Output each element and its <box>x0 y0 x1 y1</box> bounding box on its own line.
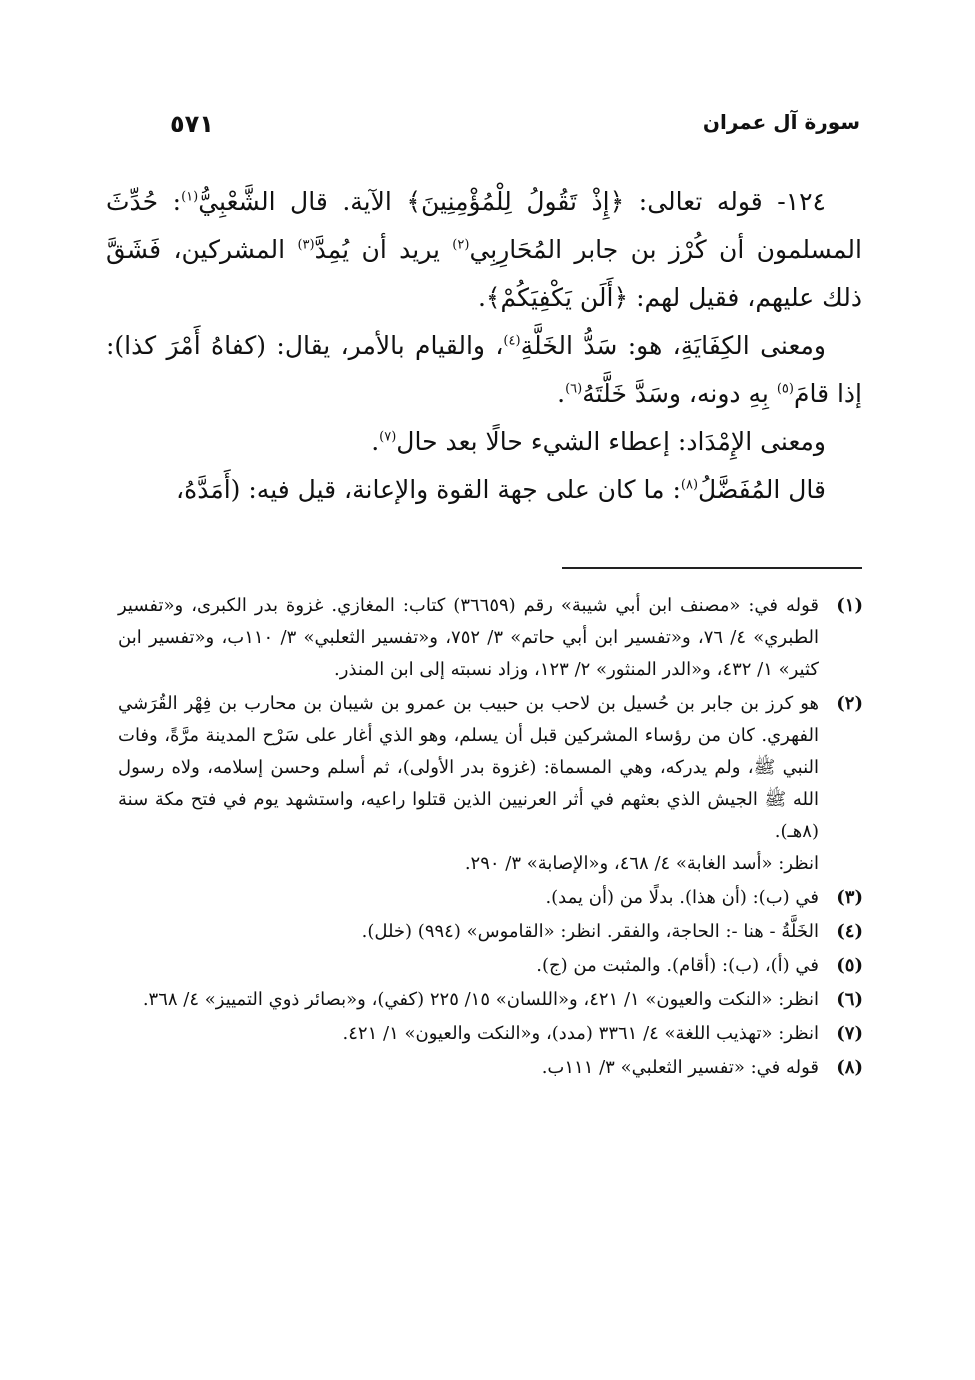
text-segment: . <box>371 427 380 456</box>
text-segment: ، والقيام بالأمر، يقال: (كفاهُ أَمْرَ كذا): إذا قامَ <box>106 331 862 408</box>
footnote-text: انظر: «النكت والعيون» ١/ ٤٢١، و«اللسان» ١٥/ ٢٢٥ (كفي)، و«بصائر ذوي التمييز» ٤/ ٣٦٨. <box>142 989 819 1010</box>
footnote-text: هو كرز بن جابر بن حُسيل بن لاحب بن حبيب بن عمرو بن شيبان بن محارب بن فِهْر القُرَشي الفهري. كان من رؤساء المشركين قبل أن يسلم، وهو الذي أغار على سَرْح المدينة مرَّةً، وفات النبي ﷺ، ولم يدركه، وهي المسماة: (غزوة بدر الأولى)، ثم أسلم وحسن إسلامه، ولاه رسول الله ﷺ الجيش الذي بعثهم في أثر العرنيين الذين قتلوا راعيه، واستشهد يوم في فتح مكة سنة (٨هـ). <box>118 693 819 842</box>
text-segment: يريد أن يُمِدَّ <box>314 235 453 264</box>
footnotes <box>118 590 863 1086</box>
text-segment: المشركين، فَشَقَّ ذلك عليهم، فقيل لهم: ﴿أَلَن يَكْفِيَكُمْ﴾. <box>106 235 862 312</box>
footnote <box>118 1052 863 1084</box>
main-text <box>106 178 862 514</box>
footnote <box>118 1018 863 1050</box>
paragraph <box>106 418 862 466</box>
footnote-number: (٥) <box>836 955 863 976</box>
footnote <box>118 916 863 948</box>
surah-title: سورة آل عمران <box>702 110 860 134</box>
footnote-ref: (٥) <box>776 381 794 397</box>
footnote-ref: (٤) <box>503 333 521 349</box>
footnote-text: في (ب): (أن هذا). بدلًا من (أن يمد). <box>545 887 819 908</box>
footnote-text: انظر: «أسد الغابة» ٤/ ٤٦٨، و«الإصابة» ٣/ ٢٩٠. <box>464 853 819 874</box>
footnote-ref: (١) <box>181 189 199 205</box>
text-segment: بِهِ دونه، وسَدَّ خَلَّتَهُ <box>582 379 777 408</box>
footnote <box>118 882 863 914</box>
footnote <box>118 950 863 982</box>
footnote-text: قوله في: «تفسير الثعلبي» ٣/ ١١١ب. <box>541 1057 819 1078</box>
page-header <box>170 110 860 150</box>
text-segment: ومعنى الكِفَايَةِ، هو: سَدُّ الخَلَّةِ <box>520 331 826 360</box>
footnote-text: في (أ)، (ب): (أقام). والمثبت من (ج). <box>536 955 819 976</box>
footnote-number: (٨) <box>836 1057 863 1078</box>
footnote-text: قوله في: «مصنف ابن أبي شيبة» رقم (٣٦٦٥٩) كتاب: المغازي. غزوة بدر الكبرى، و«تفسير الطبري» ٤/ ٧٦، و«تفسير ابن أبي حاتم» ٣/ ٧٥٢، و«تفسير الثعلبي» ٣/ ١١٠ب، و«تفسير ابن كثير» ١/ ٤٣٢، و«الدر المنثور» ٢/ ١٢٣، وزاد نسبته إلى ابن المنذر. <box>118 595 820 680</box>
footnote <box>118 984 863 1016</box>
footnote-ref: (٦) <box>565 381 583 397</box>
footnote-ref: (٧) <box>379 429 397 445</box>
text-segment: ١٢٤- قوله تعالى: ﴿إِذْ تَقُولُ لِلْمُؤْمِنِينَ﴾ الآية. قال الشَّعْبِيُّ <box>198 187 826 216</box>
footnote-number: (٣) <box>836 887 863 908</box>
footnote-text: انظر: «تهذيب اللغة» ٤/ ٣٣٦١ (مدد)، و«النكت والعيون» ١/ ٤٢١. <box>342 1023 819 1044</box>
footnote-divider <box>562 567 862 569</box>
footnote-ref: (٣) <box>297 237 315 253</box>
page-number: ٥٧١ <box>170 110 214 138</box>
paragraph <box>106 178 862 322</box>
footnote-number: (٦) <box>836 989 863 1010</box>
paragraph <box>106 466 862 514</box>
text-segment: قال المُفَضَّلُ <box>698 475 826 504</box>
footnote-ref: (٨) <box>680 477 699 493</box>
footnote-number: (١) <box>836 595 863 616</box>
footnote-number: (٤) <box>836 921 863 942</box>
footnote-number: (٢) <box>836 693 863 714</box>
footnote <box>118 590 863 686</box>
text-segment: : ما كان على جهة القوة والإعانة، قيل فيه: (أَمَدَّهُ، <box>176 475 681 504</box>
footnote-number: (٧) <box>836 1023 863 1044</box>
footnote-ref: (٢) <box>452 237 470 253</box>
text-segment: . <box>557 379 566 408</box>
paragraph <box>106 322 862 418</box>
footnote-text: الخَلَّةُ - هنا -: الحاجة، والفقر. انظر: «القاموس» (٩٩٤) (خلل). <box>361 921 819 942</box>
text-segment: : حُدِّثَ المسلمون أن كُرْز بن جابر المُحَارِبِي <box>106 187 862 264</box>
text-segment: ومعنى الإِمْدَاد: إعطاء الشيء حالًا بعد حال <box>396 427 826 456</box>
footnote <box>118 688 863 880</box>
